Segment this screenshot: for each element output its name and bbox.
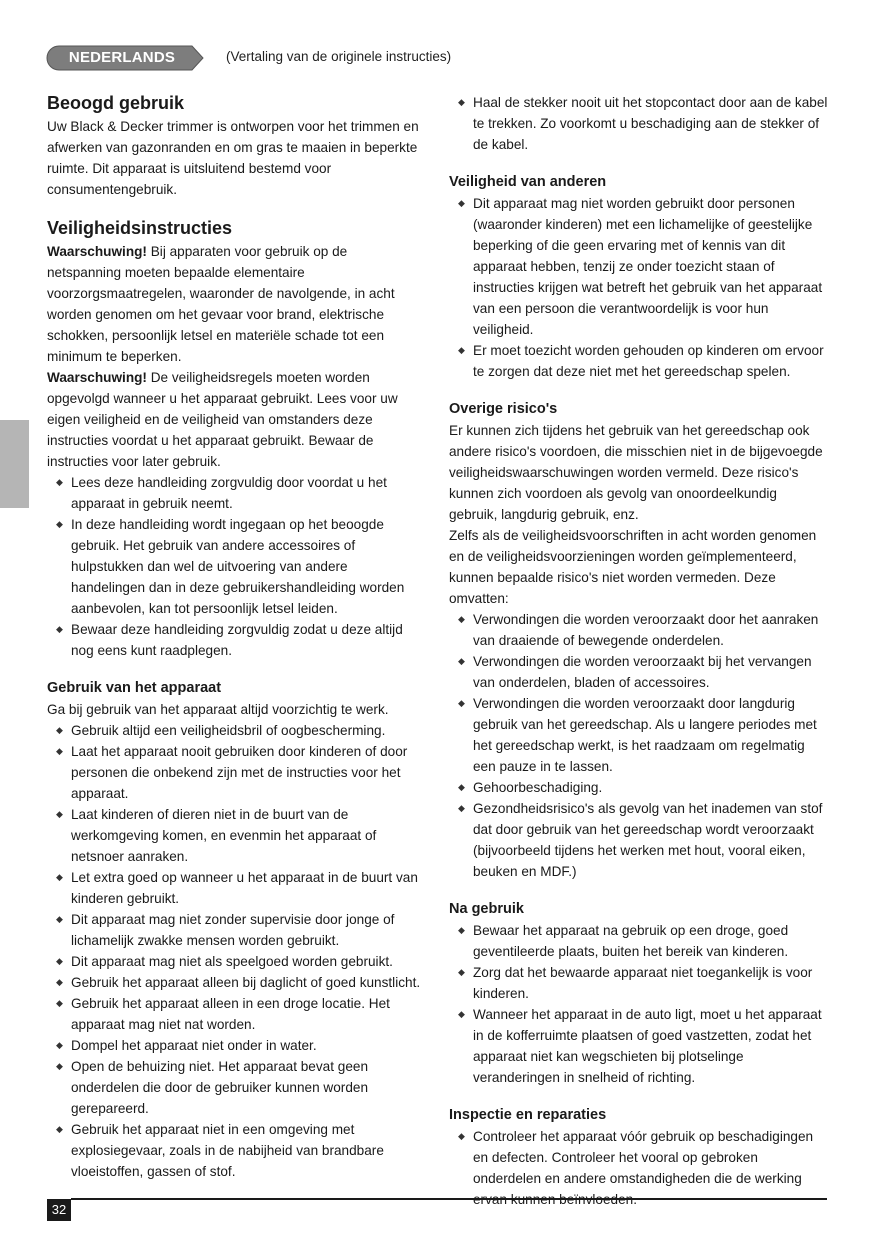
bullet-diamond-icon: ◆ — [56, 809, 63, 819]
bullet-diamond-icon: ◆ — [56, 872, 63, 882]
section-title-others-safety: Veiligheid van anderen — [449, 174, 607, 190]
list-item: ◆ Gebruik het apparaat alleen bij daglicht of goed kunstlicht. — [47, 972, 425, 993]
warning-paragraph-2 — [47, 367, 425, 472]
page-number: 32 — [47, 1199, 71, 1221]
warning-label: Waarschuwing! — [47, 244, 147, 259]
bullet-diamond-icon: ◆ — [458, 198, 465, 208]
bullet-diamond-icon: ◆ — [56, 1040, 63, 1050]
bullet-diamond-icon: ◆ — [56, 998, 63, 1008]
bullet-diamond-icon: ◆ — [458, 967, 465, 977]
right-column — [449, 92, 829, 1210]
list-item: ◆ Er moet toezicht worden gehouden op kinderen om ervoor te zorgen dat deze niet met het gereedschap spelen. — [449, 340, 829, 382]
list-item: ◆ Bewaar deze handleiding zorgvuldig zodat u deze altijd nog eens kunt raadplegen. — [47, 619, 425, 661]
bullet-diamond-icon: ◆ — [458, 656, 465, 666]
bullet-diamond-icon: ◆ — [56, 477, 63, 487]
list-item: ◆ Dit apparaat mag niet als speelgoed worden gebruikt. — [47, 951, 425, 972]
bullet-diamond-icon: ◆ — [458, 698, 465, 708]
side-language-marker — [0, 420, 29, 508]
bullet-diamond-icon: ◆ — [56, 746, 63, 756]
bullet-diamond-icon: ◆ — [458, 782, 465, 792]
bullet-diamond-icon: ◆ — [56, 725, 63, 735]
list-item: ◆ Gezondheidsrisico's als gevolg van het inademen van stof dat door gebruik van het gereedschap wordt veroorzaakt (bijvoorbeeld tijdens het werken met hout, vooral eiken, beuken en MDF.) — [449, 798, 829, 882]
bullet-diamond-icon: ◆ — [458, 1131, 465, 1141]
list-item: ◆ Laat het apparaat nooit gebruiken door kinderen of door personen die onbekend zijn met de instructies voor het apparaat. — [47, 741, 425, 804]
list-item: ◆ Zorg dat het bewaarde apparaat niet toegankelijk is voor kinderen. — [449, 962, 829, 1004]
list-item: ◆ Verwondingen die worden veroorzaakt door langdurig gebruik van het gereedschap. Als u langere periodes met het gereedschap werkt, is het raadzaam om regelmatig een pauze in te lassen. — [449, 693, 829, 777]
warning-text: De veiligheidsregels moeten worden opgevolgd wanneer u het apparaat gebruikt. Lees voor uw eigen veiligheid en de veiligheid van omstanders deze instructies voordat u het apparaat gebruikt. Bewaar de instructies voor later gebruik. — [47, 370, 398, 469]
bullet-diamond-icon: ◆ — [56, 977, 63, 987]
list-item: ◆ Lees deze handleiding zorgvuldig door voordat u het apparaat in gebruik neemt. — [47, 472, 425, 514]
list-item: ◆ Bewaar het apparaat na gebruik op een droge, goed geventileerde plaats, buiten het bereik van kinderen. — [449, 920, 829, 962]
language-label: NEDERLANDS — [68, 49, 176, 66]
list-item: ◆ Wanneer het apparaat in de auto ligt, moet u het apparaat in de kofferruimte plaatsen of goed vastzetten, zodat het apparaat niet kan wegschieten bij plotselinge veranderingen in snelheid of richting. — [449, 1004, 829, 1088]
bullet-diamond-icon: ◆ — [458, 1009, 465, 1019]
risks-text-2: Zelfs als de veiligheidsvoorschriften in acht worden genomen en de veiligheidsvoorzieningen worden geïmplementeerd, kunnen bepaalde risico's niet worden vermeden. Deze omvatten: — [449, 528, 817, 606]
section-title-inspection: Inspectie en reparaties — [449, 1107, 607, 1123]
section-title-safety: Veiligheidsinstructies — [47, 218, 233, 238]
intended-use-text: Uw Black & Decker trimmer is ontworpen voor het trimmen en afwerken van gazonranden en om gras te maaien in beperkte ruimte. Dit apparaat is uitsluitend bestemd voor consumentengebruik. — [47, 119, 419, 197]
use-intro: Ga bij gebruik van het apparaat altijd voorzichtig te werk. — [47, 702, 389, 717]
bullet-diamond-icon: ◆ — [458, 97, 465, 107]
list-item: ◆ Haal de stekker nooit uit het stopcontact door aan de kabel te trekken. Zo voorkomt u beschadiging aan de stekker of de kabel. — [449, 92, 829, 155]
bullet-diamond-icon: ◆ — [56, 519, 63, 529]
translation-note: (Vertaling van de originele instructies) — [226, 49, 452, 64]
others-safety-list — [449, 193, 829, 382]
use-list — [47, 720, 425, 1182]
list-item: ◆ Let extra goed op wanneer u het apparaat in de buurt van kinderen gebruikt. — [47, 867, 425, 909]
list-item: ◆ In deze handleiding wordt ingegaan op het beoogde gebruik. Het gebruik van andere accessoires of hulpstukken dan wel de uitvoering van andere handelingen dan in deze gebruikershandleiding worden aanbevolen, kan tot persoonlijk letsel leiden. — [47, 514, 425, 619]
list-item: ◆ Laat kinderen of dieren niet in de buurt van de werkomgeving komen, en evenmin het apparaat of netsnoer aanraken. — [47, 804, 425, 867]
footer-rule — [71, 1198, 827, 1200]
list-item: ◆ Open de behuizing niet. Het apparaat bevat geen onderdelen die door de gebruiker kunnen worden gerepareerd. — [47, 1056, 425, 1119]
bullet-diamond-icon: ◆ — [458, 614, 465, 624]
risks-list — [449, 609, 829, 882]
risks-text-1: Er kunnen zich tijdens het gebruik van het gereedschap ook andere risico's voordoen, die misschien niet in de bijgevoegde veiligheidswaarschuwingen worden vermeld. Deze risico's kunnen zich voordoen als gevolg van onoordeelkundig gebruik, langdurig gebruik, enz. — [449, 423, 823, 522]
list-item: ◆ Dompel het apparaat niet onder in water. — [47, 1035, 425, 1056]
list-item: ◆ Gebruik het apparaat niet in een omgeving met explosiegevaar, zoals in de nabijheid van brandbare vloeistoffen, gassen of stof. — [47, 1119, 425, 1182]
bullet-diamond-icon: ◆ — [56, 624, 63, 634]
bullet-diamond-icon: ◆ — [56, 914, 63, 924]
list-item: ◆ Dit apparaat mag niet worden gebruikt door personen (waaronder kinderen) met een lichamelijke of geestelijke beperking of die geen ervaring met of kennis van dit apparaat hebben, tenzij ze onder toezicht staan of instructies krijgen wat betreft het gebruik van het apparaat van een persoon die verantwoordelijk is voor hun veiligheid. — [449, 193, 829, 340]
list-item: ◆ Gehoorbeschadiging. — [449, 777, 829, 798]
list-item: ◆ Gebruik altijd een veiligheidsbril of oogbescherming. — [47, 720, 425, 741]
bullet-diamond-icon: ◆ — [458, 803, 465, 813]
list-item: ◆ Gebruik het apparaat alleen in een droge locatie. Het apparaat mag niet nat worden. — [47, 993, 425, 1035]
section-title-use: Gebruik van het apparaat — [47, 680, 222, 696]
language-tab — [46, 45, 204, 71]
warning-paragraph-1 — [47, 241, 425, 367]
list-item: ◆ Verwondingen die worden veroorzaakt bij het vervangen van onderdelen, bladen of accessoires. — [449, 651, 829, 693]
section-title-residual-risks: Overige risico's — [449, 401, 558, 417]
list-item: ◆ Controleer het apparaat vóór gebruik op beschadigingen en defecten. Controleer het vooral op gebroken onderdelen en andere omstandigheden die de werking — [449, 1126, 829, 1210]
plug-list — [449, 92, 829, 155]
safety-list — [47, 472, 425, 661]
warning-text: Bij apparaten voor gebruik op de netspanning moeten bepaalde elementaire voorzorgsmaatregelen, waaronder de navolgende, in acht worden genomen om het gevaar voor brand, elektrische schokken, persoonlijk letsel en materiële schade tot een minimum te beperken. — [47, 244, 395, 364]
warning-label: Waarschuwing! — [47, 370, 147, 385]
bullet-diamond-icon: ◆ — [56, 956, 63, 966]
list-item: ◆ Dit apparaat mag niet zonder supervisie door jonge of lichamelijk zwakke mensen worden gebruikt. — [47, 909, 425, 951]
after-use-list — [449, 920, 829, 1088]
left-column — [47, 92, 425, 1182]
list-item: ◆ Verwondingen die worden veroorzaakt door het aanraken van draaiende of bewegende onderdelen. — [449, 609, 829, 651]
bullet-diamond-icon: ◆ — [56, 1061, 63, 1071]
bullet-diamond-icon: ◆ — [458, 925, 465, 935]
section-title-after-use: Na gebruik — [449, 901, 524, 917]
section-title-intended-use: Beoogd gebruik — [47, 93, 185, 113]
bullet-diamond-icon: ◆ — [458, 345, 465, 355]
bullet-diamond-icon: ◆ — [56, 1124, 63, 1134]
